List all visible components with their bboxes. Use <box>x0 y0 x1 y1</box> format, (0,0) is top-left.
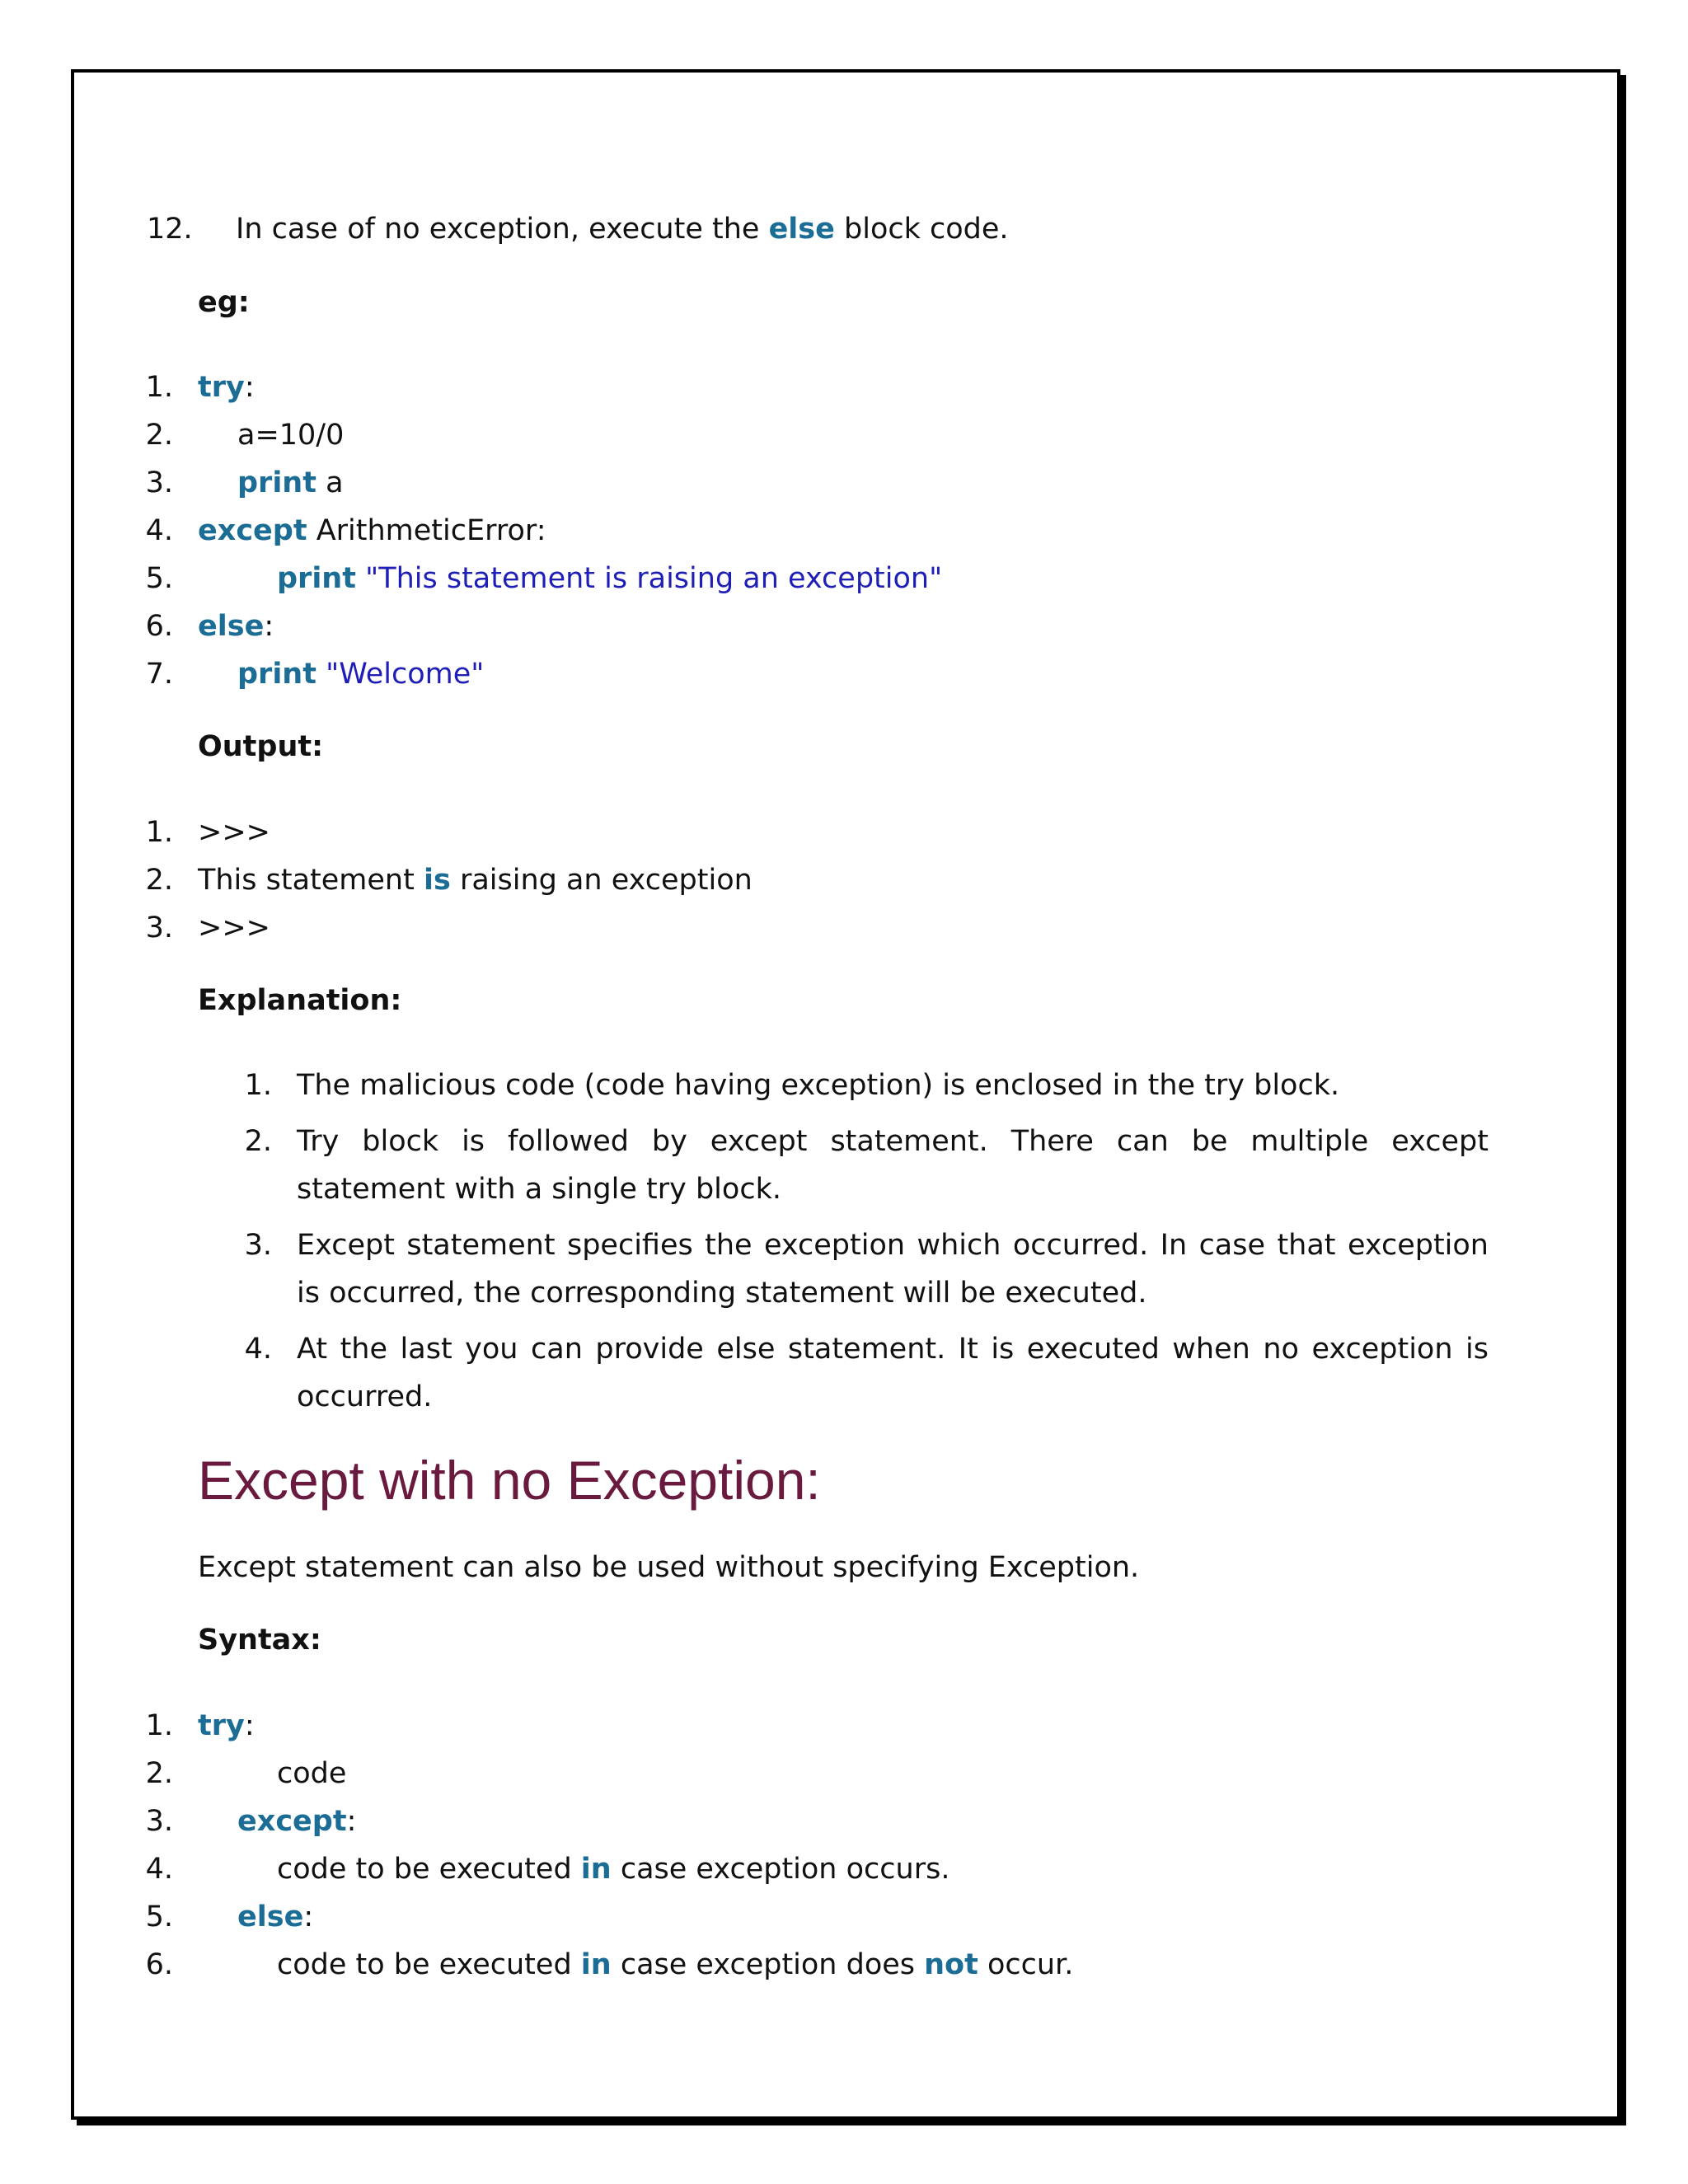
list-item: Except statement specifies the exception which occurred. In case that exception is occurred, the corresponding statement will be executed. <box>297 1229 1489 1310</box>
explanation-label: Explanation: <box>198 984 402 1017</box>
code-line: a=10/0 <box>237 419 345 452</box>
code-line: except: <box>237 1805 357 1838</box>
code-line: code to be executed in case exception occurs. <box>277 1853 950 1886</box>
line-number: 5. <box>145 562 173 595</box>
line-number: 4. <box>145 514 173 547</box>
section-heading: Except with no Exception: <box>198 1450 821 1511</box>
else-keyword: else <box>768 213 835 246</box>
line-number: 5. <box>145 1900 173 1933</box>
list-item: The malicious code (code having exception) is enclosed in the try block. <box>297 1069 1340 1102</box>
item-12-number: 12. <box>147 213 193 246</box>
code-line: try: <box>198 371 255 404</box>
code-line: code to be executed in case exception does not occur. <box>277 1948 1074 1981</box>
code-line: else: <box>198 610 274 643</box>
list-number: 4. <box>244 1333 272 1366</box>
line-number: 1. <box>145 371 173 404</box>
code-line: except ArithmeticError: <box>198 514 546 547</box>
line-number: 2. <box>145 864 173 897</box>
code-line: print "Welcome" <box>237 658 485 691</box>
line-number: 1. <box>145 1709 173 1742</box>
code-line: print "This statement is raising an exception" <box>277 562 943 595</box>
list-item: Try block is followed by except statement. There can be multiple except statement with a single try block. <box>297 1125 1489 1206</box>
line-number: 3. <box>145 466 173 499</box>
section-intro: Except statement can also be used without specifying Exception. <box>198 1551 1140 1584</box>
line-number: 2. <box>145 419 173 452</box>
line-number: 7. <box>145 658 173 691</box>
code-line: else: <box>237 1900 314 1933</box>
output-label: Output: <box>198 730 324 763</box>
item-12-text: In case of no exception, execute the else block code. <box>236 213 1009 246</box>
line-number: 2. <box>145 1757 173 1790</box>
output-line: >>> <box>198 912 270 944</box>
code-line: print a <box>237 466 344 499</box>
syntax-label: Syntax: <box>198 1624 321 1657</box>
line-number: 6. <box>145 610 173 643</box>
list-number: 1. <box>244 1069 272 1102</box>
code-line: try: <box>198 1709 255 1742</box>
list-item: At the last you can provide else statement. It is executed when no exception is occurred. <box>297 1333 1489 1413</box>
output-line: This statement is raising an exception <box>198 864 753 897</box>
line-number: 1. <box>145 816 173 849</box>
list-number: 3. <box>244 1229 272 1262</box>
code-line: code <box>277 1757 347 1790</box>
eg-label: eg: <box>198 286 250 319</box>
line-number: 4. <box>145 1853 173 1886</box>
line-number: 6. <box>145 1948 173 1981</box>
line-number: 3. <box>145 1805 173 1838</box>
line-number: 3. <box>145 912 173 944</box>
output-line: >>> <box>198 816 270 849</box>
list-number: 2. <box>244 1125 272 1158</box>
